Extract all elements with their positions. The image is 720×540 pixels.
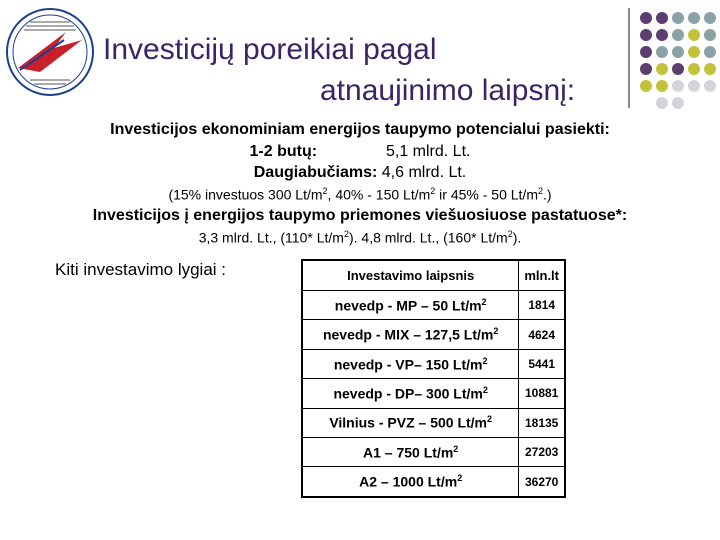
level-cell: nevedp - VP– 150 $Lt/m^2$ — [302, 349, 519, 378]
investment-table — [301, 259, 566, 498]
houses-label: 1-2 butų: — [249, 143, 318, 160]
value-cell: 4624 — [519, 320, 565, 349]
value-cell: 1814 — [519, 291, 565, 320]
houses-value: 5,1 mlrd. Lt. — [385, 143, 471, 160]
level-cell: nevedp - MP – 50 $Lt/m^2$ — [302, 291, 519, 320]
apartment-line — [0, 164, 720, 182]
level-cell: A2 – 1000 $Lt/m^2$ — [302, 467, 519, 497]
level-cell: Vilnius - PVZ – 500 $Lt/m^2$ — [302, 408, 519, 437]
value-cell: 18135 — [519, 408, 565, 437]
department-logo-icon — [4, 6, 96, 98]
page-title-line2: atnaujinimo laipsnį: — [320, 74, 576, 107]
level-cell: nevedp - DP– 300 $Lt/m^2$ — [302, 379, 519, 408]
investment-economic-heading: Investicijos ekonominiam energijos taupymo potencialui pasiekti: — [110, 121, 610, 138]
table-row — [302, 437, 565, 466]
table-row — [302, 291, 565, 320]
decorative-divider — [628, 8, 630, 108]
value-cell: 36270 — [519, 467, 565, 497]
decorative-dot-grid — [638, 10, 718, 120]
column-header-value: mln.lt — [519, 260, 565, 291]
level-cell: nevedp - MIX – 127,5 $Lt/m^2$ — [302, 320, 519, 349]
public-buildings-values: 3,3 mlrd. Lt., (110* $Lt/m^2$). 4,8 mlrd. Lt., (160* $Lt/m^2$). — [198, 229, 522, 246]
level-cell: A1 – 750 $Lt/m^2$ — [302, 437, 519, 466]
other-levels-label: Kiti investavimo lygiai : — [55, 260, 227, 279]
table-row — [302, 467, 565, 497]
table-row — [302, 349, 565, 378]
houses-line — [0, 143, 720, 161]
table-row — [302, 408, 565, 437]
apartment-value: 4,6 mlrd. Lt. — [377, 164, 467, 181]
column-header-level: Investavimo laipsnis — [302, 260, 519, 291]
page-title-line1: Investicijų poreikiai pagal — [103, 33, 437, 66]
table-header-row — [302, 260, 565, 291]
table-row — [302, 320, 565, 349]
value-cell: 5441 — [519, 349, 565, 378]
table-row — [302, 379, 565, 408]
apartment-label: Daugiabučiams: — [253, 164, 378, 181]
value-cell: 27203 — [519, 437, 565, 466]
investment-breakdown-note: (15% investuos 300 $Lt/m^2$, 40% - 150 $Lt/m^2$ ir 45% - 50 $Lt/m^2$.) — [168, 186, 552, 203]
value-cell: 10881 — [519, 379, 565, 408]
public-buildings-heading: Investicijos į energijos taupymo priemones viešuosiuose pastatuose*: — [92, 207, 628, 224]
